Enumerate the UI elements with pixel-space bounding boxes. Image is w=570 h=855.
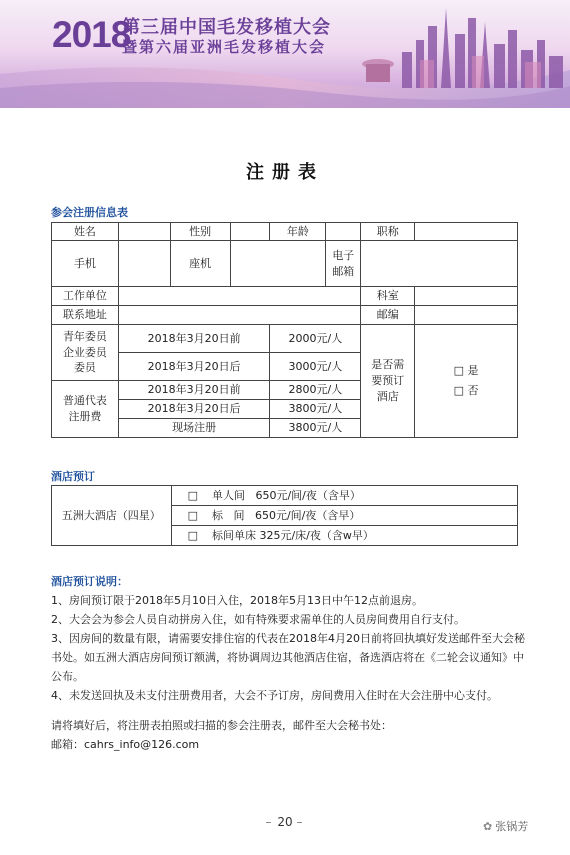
banner-title-line2: 暨第六届亚洲毛发移植大会 xyxy=(122,38,327,56)
fee-date-0: 2018年3月20日前 xyxy=(118,325,270,353)
input-name[interactable] xyxy=(118,223,170,241)
input-zip[interactable] xyxy=(415,306,518,325)
label-normal-fee: 普通代表注册费 xyxy=(52,381,119,438)
input-address[interactable] xyxy=(118,306,360,325)
option-no[interactable]: □ 否 xyxy=(453,384,479,397)
label-email: 电子邮箱 xyxy=(326,241,361,287)
fee-date-1: 2018年3月20日后 xyxy=(118,353,270,381)
note-item-4: 4、未发送回执及未支付注册费用者，大会不予订房，房间费用入住时在大会注册中心支付。 xyxy=(51,689,498,702)
submission-instruction: 请将填好后，将注册表拍照或扫描的参会注册表，邮件至大会秘书处： xyxy=(51,719,392,732)
notes-heading: 酒店预订说明： xyxy=(51,575,128,588)
label-title: 职称 xyxy=(361,223,415,241)
fee-date-2: 2018年3月20日前 xyxy=(118,381,270,400)
input-email[interactable] xyxy=(361,241,518,287)
banner-year: 2018 xyxy=(52,14,131,55)
fee-price-1: 3000元/人 xyxy=(270,353,361,381)
label-landline: 座机 xyxy=(170,241,230,287)
room-option-shared-bed[interactable]: □ 标间单床 325元/床/夜（含w早） xyxy=(171,526,517,546)
fee-price-0: 2000元/人 xyxy=(270,325,361,353)
label-need-hotel: 是否需要预订酒店 xyxy=(361,325,415,438)
fee-date-4: 现场注册 xyxy=(118,419,270,438)
note-item-1: 1、房间预订限于2018年5月10日入住，2018年5月13日中午12点前退房。 xyxy=(51,594,423,607)
input-org[interactable] xyxy=(118,287,360,306)
wechat-name: 张锅芳 xyxy=(495,820,529,833)
label-address: 联系地址 xyxy=(52,306,119,325)
input-gender[interactable] xyxy=(230,223,270,241)
label-name: 姓名 xyxy=(52,223,119,241)
room-option-standard[interactable]: □ 标 间 650元/间/夜（含早） xyxy=(171,506,517,526)
label-zip: 邮编 xyxy=(361,306,415,325)
fee-price-2: 2800元/人 xyxy=(270,381,361,400)
hotel-choice xyxy=(415,325,518,438)
wechat-watermark xyxy=(483,818,528,834)
label-dept: 科室 xyxy=(361,287,415,306)
fee-price-4: 3800元/人 xyxy=(270,419,361,438)
submission-info xyxy=(51,716,392,754)
label-gender: 性别 xyxy=(170,223,230,241)
page-title: 注册表 xyxy=(246,162,324,183)
fee-date-3: 2018年3月20日后 xyxy=(118,400,270,419)
section-heading-registration: 参会注册信息表 xyxy=(51,206,128,219)
fee-price-3: 3800元/人 xyxy=(270,400,361,419)
hotel-name: 五洲大酒店（四星） xyxy=(52,486,172,546)
label-age: 年龄 xyxy=(270,223,326,241)
label-committee-fee: 青年委员企业委员委员 xyxy=(52,325,119,381)
input-title[interactable] xyxy=(415,223,518,241)
hotel-notes xyxy=(51,572,529,705)
label-mobile: 手机 xyxy=(52,241,119,287)
registration-table xyxy=(51,222,518,438)
section-heading-hotel: 酒店预订 xyxy=(51,470,95,483)
input-age[interactable] xyxy=(326,223,361,241)
conference-banner xyxy=(0,0,570,108)
submission-email: 邮箱：cahrs_info@126.com xyxy=(51,738,200,751)
note-item-3: 3、因房间的数量有限，请需要安排住宿的代表在2018年4月20日前将回执填好发送邮件至大会秘书处。如五洲大酒店房间预订额满，将协调周边其他酒店住宿，备选酒店将在《二轮会议通知》中公布。 xyxy=(51,632,525,683)
input-dept[interactable] xyxy=(415,287,518,306)
room-option-single[interactable]: □ 单人间 650元/间/夜（含早） xyxy=(171,486,517,506)
label-org: 工作单位 xyxy=(52,287,119,306)
page-number: – 20 – xyxy=(265,815,305,829)
page-number-value: 20 xyxy=(277,815,293,829)
hotel-table xyxy=(51,485,518,546)
input-mobile[interactable] xyxy=(118,241,170,287)
input-landline[interactable] xyxy=(230,241,326,287)
note-item-2: 2、大会会为参会人员自动拼房入住，如有特殊要求需单住的人员房间费用自行支付。 xyxy=(51,613,465,626)
banner-title-line1: 第三届中国毛发移植大会 xyxy=(122,17,331,38)
option-yes[interactable]: □ 是 xyxy=(453,364,479,377)
wechat-icon: ✿ xyxy=(483,820,493,833)
